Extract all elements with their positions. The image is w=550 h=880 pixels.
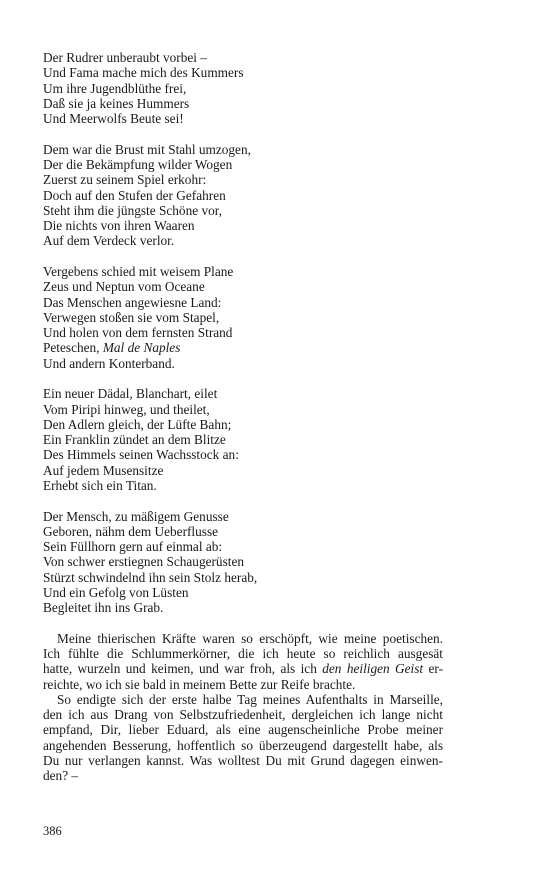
verse-line: Vergebens schied mit weisem Plane	[43, 264, 234, 279]
verse-line: Zeus und Neptun vom Oceane	[43, 279, 205, 295]
prose-text: hatte, wurzeln und keimen, und war froh, als ich	[43, 661, 323, 677]
verse-line: Des Himmels seinen Wachsstock an:	[43, 447, 239, 463]
verse-line: Stürzt schwindelnd ihn sein Stolz herab,	[43, 569, 258, 585]
poem-stanza	[43, 50, 443, 126]
prose-line: Ich fühlte die Schlummerkörner, die ich heute so reichlich ausgesät	[43, 646, 443, 661]
prose-line: den? –	[43, 768, 79, 783]
verse-line: Geboren, nähm dem Ueberflusse	[43, 523, 219, 539]
verse-line: Der Mensch, zu mäßigem Genusse	[43, 508, 229, 524]
page-number: 386	[43, 824, 62, 838]
verse-line: Vom Piripi hinweg, und theilet,	[43, 401, 210, 417]
prose-line: empfand, Dir, lieber Eduard, als eine augenscheinliche Probe meiner	[43, 722, 443, 738]
italic-phrase: Mal de Naples	[102, 340, 181, 356]
verse-line: Und Meerwolfs Beute sei!	[43, 111, 184, 126]
prose-line: Meine thierischen Kräfte waren so erschöpft, wie meine poetischen.	[57, 630, 443, 646]
prose-line: Du nur verlangen kannst. Was wolltest Du mit Grund dagegen einwen-	[43, 752, 443, 768]
prose-line	[43, 661, 443, 676]
verse-line: Ein Franklin zündet an dem Blitze	[43, 432, 226, 447]
verse-line: Doch auf den Stufen der Gefahren	[43, 187, 226, 203]
verse-line: Dem war die Brust mit Stahl umzogen,	[43, 141, 251, 157]
verse-line: Und andern Konterband.	[43, 355, 175, 371]
verse-line: Auf dem Verdeck verlor.	[43, 233, 175, 249]
verse-line: Sein Füllhorn gern auf einmal ab:	[43, 539, 223, 554]
verse-line: Begleitet ihn ins Grab.	[43, 600, 164, 615]
verse-line: Steht ihm die jüngste Schöne vor,	[43, 202, 222, 218]
verse-line: Der Rudrer unberaubt vorbei –	[43, 50, 207, 65]
prose-paragraph	[43, 631, 443, 692]
verse-text: Peteschen,	[43, 340, 103, 356]
prose-section	[43, 631, 443, 784]
verse-line: Der die Bekämpfung wilder Wogen	[43, 157, 233, 172]
verse-line: Den Adlern gleich, der Lüfte Bahn;	[43, 416, 232, 432]
verse-line: Ein neuer Dädal, Blanchart, eilet	[43, 386, 218, 402]
verse-line: Und ein Gefolg von Lüsten	[43, 584, 189, 600]
verse-line: Die nichts von ihren Waaren	[43, 218, 195, 233]
prose-text: er-	[423, 661, 444, 677]
verse-line	[43, 340, 443, 355]
poem-stanza	[43, 386, 443, 493]
page-body	[43, 50, 443, 783]
italic-phrase: den heiligen Geist	[322, 661, 424, 677]
verse-line: Von schwer erstiegnen Schaugerüsten	[43, 554, 244, 570]
verse-line: Daß sie ja keines Hummers	[43, 95, 190, 111]
verse-line: Und Fama mache mich des Kummers	[43, 65, 244, 81]
poem-stanza	[43, 509, 443, 616]
prose-line: reichte, wo ich sie bald in meinem Bette zur Reife brachte.	[43, 676, 356, 692]
verse-line: Erhebt sich ein Titan.	[43, 477, 157, 493]
verse-line: Das Menschen angewiesne Land:	[43, 294, 222, 310]
verse-line: Auf jedem Musensitze	[43, 462, 164, 478]
poem-stanza	[43, 264, 443, 371]
prose-line: angehenden Besserung, hoffentlich so überzeugend dargestellt habe, als	[43, 737, 443, 753]
poem-stanza	[43, 142, 443, 249]
prose-line: So endigte sich der erste halbe Tag meines Aufenthalts in Marseille,	[57, 691, 443, 707]
prose-paragraph	[43, 692, 443, 784]
verse-line: Zuerst zu seinem Spiel erkohr:	[43, 172, 207, 188]
verse-line: Und holen von dem fernsten Strand	[43, 325, 233, 340]
verse-line: Verwegen stoßen sie vom Stapel,	[43, 309, 220, 325]
prose-line: den ich aus Drang von Selbstzufriedenheit, dergleichen ich lange nicht	[43, 707, 443, 722]
verse-line: Um ihre Jugendblüthe frei,	[43, 80, 187, 96]
